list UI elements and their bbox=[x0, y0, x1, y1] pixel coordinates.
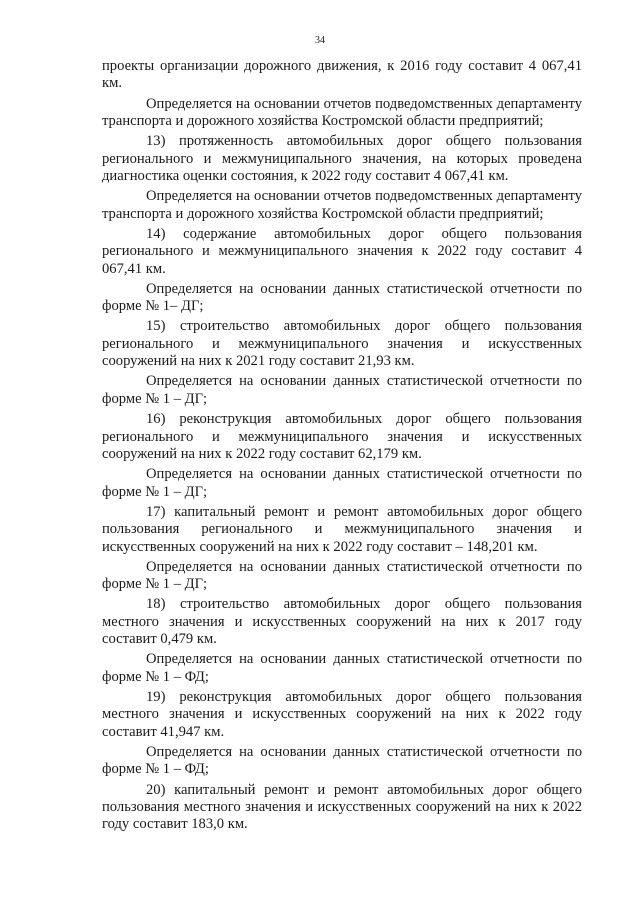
paragraph-method-note: Определяется на основании данных статистической отчетности по форме № 1 – ФД; bbox=[102, 743, 582, 778]
paragraph-item-15: 15) строительство автомобильных дорог общего пользования регионального и межмуниципального значения и искусственных сооружений на них к 2021 году составит 21,93 км. bbox=[102, 318, 582, 370]
document-body bbox=[102, 58, 582, 837]
paragraph-method-note: Определяется на основании данных статистической отчетности по форме № 1 – ФД; bbox=[102, 651, 582, 685]
paragraph-item-18: 18) строительство автомобильных дорог общего пользования местного значения и искусственных сооружений на них к 2017 году составит 0,479 км. bbox=[102, 596, 582, 648]
paragraph-item-17: 17) капитальный ремонт и ремонт автомобильных дорог общего пользования регионального и межмуниципального значения и искусственных сооружений на них к 2022 году составит – 148,201 км. bbox=[102, 503, 582, 555]
paragraph-method-note: Определяется на основании отчетов подведомственных департаменту транспорта и дорожного хозяйства Костромской области предприятий; bbox=[102, 95, 582, 130]
paragraph-method-note: Определяется на основании отчетов подведомственных департаменту транспорта и дорожного хозяйства Костромской области предприятий; bbox=[102, 188, 582, 222]
paragraph-item-13: 13) протяженность автомобильных дорог общего пользования регионального и межмуниципального значения, на которых проведена диагностика оценки состояния, к 2022 году составит 4 067,41 км. bbox=[102, 133, 582, 185]
page-number: 34 bbox=[315, 35, 325, 46]
paragraph-item-19: 19) реконструкция автомобильных дорог общего пользования местного значения и искусственных сооружений на них к 2022 году составит 41,947 км. bbox=[102, 688, 582, 740]
paragraph-item-14: 14) содержание автомобильных дорог общего пользования регионального и межмуниципального значения к 2022 году составит 4 067,41 км. bbox=[102, 225, 582, 277]
paragraph-item-16: 16) реконструкция автомобильных дорог общего пользования регионального и межмуниципального значения и искусственных сооружений на них к 2022 году составит 62,179 км. bbox=[102, 411, 582, 462]
paragraph-continuation: проекты организации дорожного движения, к 2016 году составит 4 067,41 км. bbox=[102, 58, 582, 92]
paragraph-item-20: 20) капитальный ремонт и ремонт автомобильных дорог общего пользования местного значения и искусственных сооружений на них к 2022 году составит 183,0 км. bbox=[102, 781, 582, 833]
paragraph-method-note: Определяется на основании данных статистической отчетности по форме № 1 – ДГ; bbox=[102, 558, 582, 593]
paragraph-method-note: Определяется на основании данных статистической отчетности по форме № 1 – ДГ; bbox=[102, 373, 582, 407]
paragraph-method-note: Определяется на основании данных статистической отчетности по форме № 1– ДГ; bbox=[102, 280, 582, 315]
paragraph-method-note: Определяется на основании данных статистической отчетности по форме № 1 – ДГ; bbox=[102, 466, 582, 500]
